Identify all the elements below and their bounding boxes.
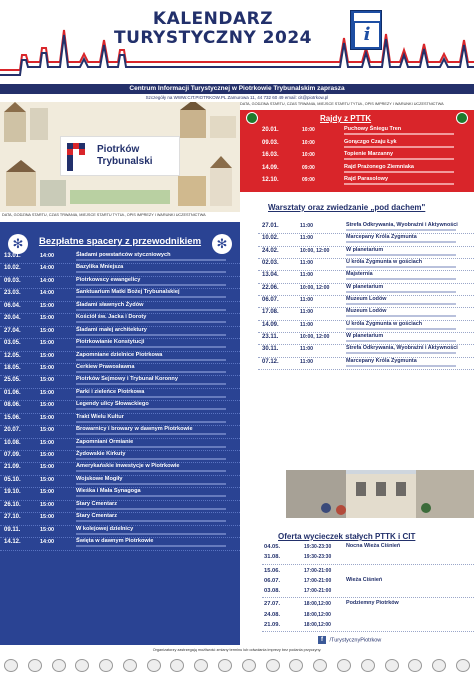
walk-row-date: 14.12.: [4, 539, 21, 546]
walk-row-time: 15:00: [40, 452, 55, 458]
walk-row-time: 15:00: [40, 327, 55, 334]
walk-row-date: 18.05.: [4, 364, 21, 371]
logo-line-1: Piotrków: [97, 144, 140, 155]
partner-logo-icon: [313, 659, 327, 672]
partner-logo-icon: [289, 659, 303, 672]
walk-row: [0, 364, 240, 376]
rally-row: [240, 164, 474, 176]
walk-row: [0, 264, 240, 276]
walk-row-time: 15:00: [40, 389, 55, 396]
tour-row: [262, 611, 474, 621]
walk-row-time: 15:00: [40, 302, 55, 309]
partner-logo-icon: [456, 659, 470, 672]
rally-row-date: 16.03.: [262, 152, 279, 158]
rally-row: [240, 139, 474, 151]
walk-row: [0, 314, 240, 326]
title-line-1: KALENDARZ: [152, 9, 274, 29]
walk-row-time: 15:00: [40, 364, 55, 371]
walk-row-date: 13.01.: [4, 253, 21, 259]
workshop-row-date: 02.03.: [262, 260, 279, 267]
tour-row-time: 17:00-21:00: [304, 577, 332, 584]
tour-row-title: Podziemny Piotrków: [346, 600, 399, 607]
partner-logo-icon: [52, 659, 66, 672]
walk-row: [0, 476, 240, 488]
walk-row-title: Żydowskie Kirkuty: [76, 451, 126, 457]
city-collage: [0, 102, 240, 212]
walk-row: [0, 513, 240, 525]
workshops-title: Warsztaty oraz zwiedzanie „pod dachem": [268, 203, 426, 212]
workshop-row: [258, 247, 474, 259]
partner-logo-icon: [218, 659, 232, 672]
tour-row-time: 19:30-23:30: [304, 544, 332, 550]
tour-row: [262, 577, 474, 587]
tours-offer-title: Oferta wycieczek stałych PTTK i CIT: [278, 532, 416, 541]
tour-row-time: 19:30-23:30: [304, 554, 332, 561]
walk-row: [0, 414, 240, 426]
walk-row-title: Zapomniani Ormianie: [76, 438, 134, 445]
partner-logo-icon: [28, 659, 42, 672]
title-line-2: TURYSTYCZNY 2024: [114, 28, 312, 48]
walk-row-time: 14:00: [40, 277, 55, 284]
rallies-title: Rajdy z PTTK: [320, 114, 372, 123]
pttk-logo-icon: [456, 112, 468, 124]
workshop-row-time: 11:00: [300, 235, 313, 242]
snowflake-icon: ✻: [8, 234, 28, 254]
workshop-row-title: W planetarium: [346, 333, 384, 340]
walk-row: [0, 339, 240, 351]
workshop-row-title: Marcepany Króla Zygmunta: [346, 234, 417, 241]
partner-logos: [4, 656, 470, 674]
calendar-title: [88, 10, 338, 48]
walk-row-time: 15:00: [40, 526, 55, 533]
tour-row-date: 24.08.: [264, 611, 281, 618]
walk-row: [0, 376, 240, 388]
workshop-row: [258, 259, 474, 271]
walk-row-date: 20.04.: [4, 315, 21, 322]
workshop-row-title: Muzeum Lodów: [346, 296, 387, 303]
facebook-icon: f: [318, 636, 326, 644]
right-column-header: DATA, GODZINA STARTU, CZAS TRWANIA, MIEJSCE STARTU TYTUŁ, OPIS IMPREZY I WARUNKI UCZESTNICTWA: [240, 102, 444, 106]
subtitle-bar: Centrum Informacji Turystycznej w Piotrkowie Trybunalskim zaprasza: [0, 84, 474, 94]
workshop-row: [258, 222, 474, 234]
walk-row-title: Piotrkowscy ewangelicy: [76, 276, 141, 283]
walk-row: [0, 401, 240, 413]
walk-row: [0, 277, 240, 289]
partner-logo-icon: [408, 659, 422, 672]
workshop-row-time: 10:00, 12:00: [300, 247, 330, 254]
partner-logo-icon: [123, 659, 137, 672]
workshop-row-title: W planetarium: [346, 246, 384, 253]
walk-row-date: 23.03.: [4, 290, 21, 297]
footer-note: Organizatorzy zastrzegają możliwość zmiany terminu lub odwołania imprezy bez podania przyczyny.: [152, 648, 322, 652]
walk-row-date: 07.09.: [4, 452, 21, 458]
workshop-row-date: 13.04.: [262, 272, 279, 279]
walk-row-title: Stary Cmentarz: [76, 513, 118, 520]
tour-row: [262, 567, 474, 577]
walk-row-title: Śladami małej architektury: [76, 326, 147, 333]
rally-row-time: 10:00: [302, 127, 315, 133]
walk-row-date: 27.04.: [4, 327, 21, 334]
walk-row-time: 15:00: [40, 464, 55, 471]
rally-row-date: 09.03.: [262, 139, 279, 146]
walk-row-title: Święta w dawnym Piotrkowie: [76, 538, 154, 545]
walk-row-title: Wojskowe Mogiły: [76, 475, 123, 482]
rally-row-time: 10:00: [302, 139, 315, 146]
rally-row-time: 09:00: [302, 177, 315, 183]
rally-row-title: Rajd Parasolowy: [344, 176, 389, 182]
rally-row-date: 14.09.: [262, 164, 279, 171]
partner-logo-icon: [194, 659, 208, 672]
walk-row: [0, 463, 240, 475]
street-photo-image: [286, 470, 474, 518]
workshop-row-date: 24.02.: [262, 247, 279, 254]
workshop-row-title: U króla Zygmunta w gościach: [346, 320, 423, 327]
walk-row-time: 15:00: [40, 352, 55, 359]
walk-row-time: 15:00: [40, 377, 55, 384]
workshop-row: [258, 284, 474, 296]
walk-row-date: 01.06.: [4, 389, 21, 396]
walk-row: [0, 389, 240, 401]
workshop-row-date: 17.08.: [262, 309, 279, 316]
walk-row: [0, 488, 240, 500]
walk-row-time: 15:00: [40, 340, 55, 347]
walk-row-date: 19.10.: [4, 489, 21, 496]
walk-row-time: 15:00: [40, 489, 55, 496]
walk-row-time: 14:00: [40, 253, 55, 259]
tour-row-title: Wieża Ciśnień: [346, 576, 383, 583]
rally-row-time: 10:00: [302, 152, 315, 158]
walk-row-date: 10.08.: [4, 439, 21, 446]
snowflake-icon: ✻: [212, 234, 232, 254]
pttk-logo-icon: [246, 112, 258, 124]
partner-logo-icon: [75, 659, 89, 672]
walk-row-time: 14:00: [40, 539, 55, 546]
workshop-row: [258, 296, 474, 308]
walk-row: [0, 426, 240, 438]
tour-row-date: 21.09.: [264, 622, 281, 629]
walk-row-time: 14:00: [40, 290, 55, 297]
walk-row: [0, 327, 240, 339]
rally-row: [240, 151, 474, 163]
walk-row: [0, 252, 240, 264]
workshop-row-time: 10:00, 12:00: [300, 334, 330, 341]
rally-row-title: Topienie Marzanny: [344, 151, 394, 157]
tour-row: [262, 600, 474, 610]
rally-row-date: 12.10.: [262, 177, 279, 183]
street-photo: [286, 470, 474, 518]
facebook-link[interactable]: [318, 636, 381, 645]
walk-row: [0, 302, 240, 314]
workshop-row-date: 07.12.: [262, 358, 279, 365]
walk-row: [0, 439, 240, 451]
walk-row-date: 09.11.: [4, 526, 21, 533]
workshop-row: [258, 321, 474, 333]
tour-row-date: 27.07.: [264, 601, 281, 608]
workshop-row-time: 11:00: [300, 309, 313, 316]
facebook-handle: /TurystycznyPiotrkow: [329, 637, 382, 644]
workshop-row-date: 22.06.: [262, 284, 279, 291]
logo-line-2: Trybunalski: [97, 156, 153, 167]
workshop-row-date: 14.09.: [262, 321, 279, 328]
walk-row-time: 15:00: [40, 414, 55, 421]
partner-logo-icon: [99, 659, 113, 672]
walk-row-title: Wieśka i Mała Synagoga: [76, 488, 141, 495]
walk-row-date: 05.10.: [4, 476, 21, 483]
partner-logo-icon: [266, 659, 280, 672]
workshop-row-time: 11:00: [300, 297, 313, 304]
walk-row-date: 20.07.: [4, 427, 21, 434]
tour-row-title: Nocna Wieża Ciśnień: [346, 543, 401, 549]
walk-row-title: Śladami powstańców styczniowych: [76, 252, 171, 258]
tour-row-date: 31.08.: [264, 554, 281, 561]
walk-row-date: 03.05.: [4, 340, 21, 347]
walk-row-date: 27.10.: [4, 514, 21, 521]
walk-row-title: Sanktuarium Matki Bożej Trybunalskiej: [76, 289, 180, 296]
rally-row-date: 20.01.: [262, 127, 279, 133]
guided-walks-panel: [0, 222, 240, 645]
walk-row-title: Zapomniane dzielnice Piotrkowa: [76, 351, 163, 358]
walk-row-title: Parki i zieleńce Piotrkowa: [76, 388, 145, 395]
walk-row: [0, 501, 240, 513]
workshop-row-date: 27.01.: [262, 223, 279, 229]
tour-group: [262, 543, 474, 565]
header: [0, 0, 474, 84]
workshop-row-time: 10:00, 12:00: [300, 284, 330, 291]
partner-logo-icon: [147, 659, 161, 672]
walk-row-time: 15:00: [40, 427, 55, 434]
partner-logo-icon: [385, 659, 399, 672]
workshop-row-title: Marcepany Króla Zygmunta: [346, 357, 417, 364]
walk-row-date: 26.10.: [4, 501, 21, 508]
pttk-rallies-panel: [240, 110, 474, 192]
workshops-list: [258, 222, 474, 470]
tour-row: [262, 543, 474, 553]
walk-row-title: Browarnicy i browary w dawnym Piotrkowie: [76, 426, 193, 433]
walk-row-date: 10.02.: [4, 265, 21, 272]
workshop-row-date: 30.11.: [262, 346, 279, 353]
walk-row-date: 21.09.: [4, 464, 21, 471]
workshop-row: [258, 271, 474, 283]
tour-row-time: 18:00,12:00: [304, 611, 331, 618]
tour-row-date: 15.06.: [264, 567, 281, 574]
piotrkow-logo: [60, 136, 180, 176]
tour-row-time: 18:00,12:00: [304, 622, 331, 629]
rally-row-title: Rajd Prażonego Ziemniaka: [344, 163, 414, 170]
tour-row-time: 17:00-21:00: [304, 567, 332, 574]
workshop-row-title: Strefa Odkrywania, Wyobraźni i Aktywności: [346, 222, 458, 228]
tours-offer-list: [262, 543, 474, 635]
tour-group: [262, 600, 474, 632]
workshop-row: [258, 333, 474, 345]
workshop-row-time: 11:00: [300, 223, 313, 229]
partner-logo-icon: [4, 659, 18, 672]
walk-row-title: Trakt Wielu Kultur: [76, 413, 124, 420]
partner-logo-icon: [337, 659, 351, 672]
walk-row-date: 25.05.: [4, 377, 21, 384]
walk-row-title: W kolejowej dzielnicy: [76, 525, 134, 532]
tour-row: [262, 621, 474, 631]
walk-row-time: 15:00: [40, 439, 55, 446]
tour-row-date: 03.08.: [264, 588, 281, 595]
workshop-row-time: 11:00: [300, 358, 313, 365]
walk-row-title: Śladami sławnych Żydów: [76, 301, 144, 308]
walk-row: [0, 538, 240, 550]
guided-walks-list: [0, 252, 240, 551]
tour-row-date: 04.05.: [264, 544, 281, 550]
tour-row-time: 18:00,12:00: [304, 601, 331, 608]
workshop-row-time: 11:00: [300, 321, 313, 328]
partner-logo-icon: [170, 659, 184, 672]
workshop-row-title: Muzeum Lodów: [346, 308, 387, 315]
rally-row-title: Puchowy Śniegu Tren: [344, 126, 402, 132]
workshop-row-title: Majsternia: [346, 271, 373, 278]
workshop-row-title: Strefa Odkrywania, Wyobraźni i Aktywności: [346, 345, 458, 352]
walk-row: [0, 289, 240, 301]
walk-row-time: 15:00: [40, 476, 55, 483]
walk-row-title: Legendy ulicy Słowackiego: [76, 401, 149, 408]
partner-logo-icon: [361, 659, 375, 672]
workshop-row: [258, 358, 474, 370]
rally-row: [240, 126, 474, 138]
workshop-row-time: 11:00: [300, 260, 313, 267]
walk-row: [0, 526, 240, 538]
tour-row-time: 17:00-21:00: [304, 588, 332, 595]
workshop-row-date: 10.02.: [262, 235, 279, 242]
walk-row-date: 12.05.: [4, 352, 21, 359]
partner-logo-icon: [432, 659, 446, 672]
walk-row-time: 15:00: [40, 501, 55, 508]
guided-walks-title: Bezpłatne spacery z przewodnikiem: [38, 236, 202, 247]
walk-row-time: 15:00: [40, 315, 55, 322]
walk-row-date: 15.06.: [4, 414, 21, 421]
walk-row-date: 08.06.: [4, 402, 21, 409]
walk-row-time: 15:00: [40, 514, 55, 521]
tour-row-date: 06.07.: [264, 577, 281, 584]
tour-row: [262, 587, 474, 597]
walk-row-time: 15:00: [40, 402, 55, 409]
left-column-header: DATA, GODZINA STARTU, CZAS TRWANIA, MIEJSCE STARTU TYTUŁ, OPIS IMPREZY I WARUNKI UCZESTNICTWA: [2, 213, 206, 217]
walk-row: [0, 352, 240, 364]
piotrkow-logo-icon: [67, 143, 91, 171]
walk-row-title: Stary Cmentarz: [76, 500, 118, 507]
walk-row-date: 06.04.: [4, 302, 21, 309]
rally-row-title: Gorączgo Czaju Łyk: [344, 138, 397, 145]
walk-row-time: 14:00: [40, 265, 55, 272]
workshop-row: [258, 308, 474, 320]
tour-row: [262, 553, 474, 563]
contact-line: Szczegóły na WWW.CIT.PIOTRKOW.PL Zamurowa 11, 44 732 60 49 email: cit@piotrkow.pl: [145, 95, 329, 100]
workshop-row-time: 11:00: [300, 346, 313, 353]
walk-row-title: Bazylika Mniejsza: [76, 264, 124, 271]
rally-row: [240, 176, 474, 188]
workshop-row: [258, 345, 474, 357]
walk-row-title: Piotrków Sejmowy i Trybunał Koronny: [76, 376, 178, 383]
rally-row-time: 09:00: [302, 164, 315, 171]
workshop-row-date: 06.07.: [262, 297, 279, 304]
walk-row-date: 09.03.: [4, 277, 21, 284]
workshop-row-time: 11:00: [300, 272, 313, 279]
workshop-row-title: U króla Zygmunta w gościach: [346, 259, 423, 266]
walk-row-title: Piotrkowianie Konstytucji: [76, 339, 145, 346]
info-icon: i: [350, 10, 382, 50]
workshop-row-title: W planetarium: [346, 283, 384, 290]
tour-group: [262, 567, 474, 599]
workshop-row-date: 23.11.: [262, 334, 279, 341]
walk-row: [0, 451, 240, 463]
workshop-row: [258, 234, 474, 246]
partner-logo-icon: [242, 659, 256, 672]
walk-row-title: Cerkiew Prawosławna: [76, 363, 135, 370]
walk-row-title: Kościół św. Jacka i Doroty: [76, 314, 147, 321]
walk-row-title: Amerykańskie inwestycje w Piotrkowie: [76, 463, 180, 470]
